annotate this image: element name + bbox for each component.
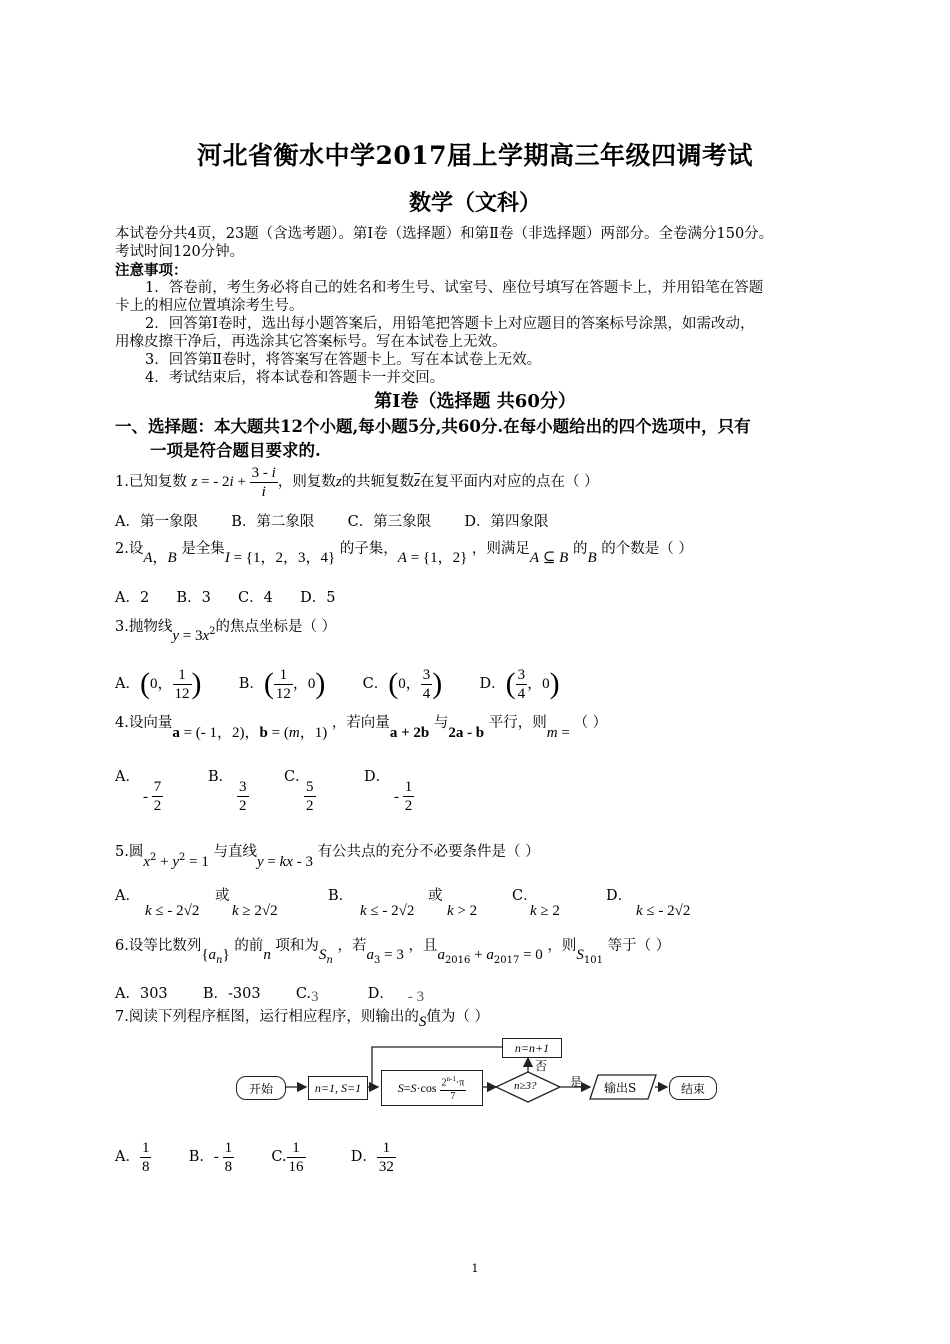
option-d[interactable]: D． - 3 — [367, 986, 425, 1005]
q5-option-b2: k > 2 — [447, 903, 478, 919]
page-number: 1 — [471, 1262, 479, 1275]
notice-item: 1．答卷前，考生务必将自己的姓名和考生号、试室号、座位号填写在答题卡上，并用铅笔在答题 — [145, 280, 764, 296]
q7-options — [115, 1136, 396, 1178]
option-c[interactable]: C．4 — [238, 590, 273, 606]
q5-option-a2: k ≥ 2√2 — [232, 903, 278, 919]
section-instruction: 一项是符合题目要求的. — [150, 441, 321, 460]
q4-label-b[interactable]: B． — [208, 769, 234, 785]
option-b[interactable]: B．( $\frac{1}{12}$ ，0) — [238, 666, 326, 702]
notice-item: 卡上的相应位置填涂考生号。 — [115, 298, 304, 314]
q4-label-d[interactable]: D． — [364, 769, 391, 785]
exam-title: 河北省衡水中学2017届上学期高三年级四调考试 — [196, 141, 754, 170]
option-b[interactable]: B．3 — [176, 590, 211, 606]
option-d[interactable]: D．5 — [300, 590, 336, 606]
q5-option-b: k ≤ - 2√2 — [360, 903, 415, 919]
option-c[interactable]: C．第三象限 — [347, 514, 432, 530]
intro-line: 本试卷分共4页，23题（含选考题）。第Ⅰ卷（选择题）和第Ⅱ卷（非选择题）两部分。全卷满分150分。 — [115, 226, 774, 242]
q6-options — [115, 985, 424, 1004]
notice-item: 用橡皮擦干净后，再选涂其它答案标号。写在本试卷上无效。 — [115, 334, 507, 350]
option-a[interactable]: A． $\frac{1}{8}$ — [115, 1139, 150, 1175]
notice-item: 4．考试结束后，将本试卷和答题卡一并交回。 — [145, 370, 445, 386]
option-c[interactable]: C.3 — [295, 986, 319, 1005]
q5-or: 或 — [215, 888, 230, 904]
option-d[interactable]: D．( $\frac{3}{4}$ ，0) — [479, 666, 560, 702]
option-a[interactable]: A．第一象限 — [115, 514, 198, 530]
q5-option-d: k ≤ - 2√2 — [636, 903, 691, 919]
flow-end: 结束 — [669, 1076, 717, 1100]
q4-option-a: - $\frac{7}{2}$ — [143, 779, 162, 814]
intro-line: 考试时间120分钟。 — [115, 244, 245, 260]
flowchart — [230, 1032, 730, 1112]
q5-label-a[interactable]: A． — [115, 888, 140, 904]
q5-option-c: k ≥ 2 — [530, 903, 560, 919]
question-5: 5.圆$x^2 + y^2 = 1$ 与直线y = kx - 3 有公共点的充分不必要条件是（ ） — [115, 843, 540, 870]
option-c[interactable]: C. $\frac{1}{16}$ — [271, 1139, 304, 1175]
option-b[interactable]: B．- $\frac{1}{8}$ — [188, 1139, 233, 1175]
section-instruction: 一、选择题：本大题共12个小题,每小题5分,共60分.在每小题给出的四个选项中，只有 — [115, 417, 751, 436]
section-title: 第Ⅰ卷（选择题 共60分） — [374, 391, 576, 412]
question-4: 4.设向量a = (- 1，2)，b = (m，1) ，若向量a + 2b 与2a - b 平行，则m = （ ） — [115, 715, 608, 741]
notice-item: 2．回答第Ⅰ卷时，选出每小题答案后，用铅笔把答题卡上对应题目的答案标号涂黑，如需改动， — [145, 316, 755, 332]
q5-label-b[interactable]: B． — [328, 888, 354, 904]
flow-output: 输出S — [604, 1081, 637, 1095]
q4-label-a[interactable]: A． — [115, 769, 140, 785]
q1-options — [115, 513, 549, 532]
notice-label: 注意事项： — [115, 262, 188, 279]
option-a[interactable]: A．(0， $\frac{1}{12}$ ) — [115, 666, 202, 702]
option-c[interactable]: C．(0， $\frac{3}{4}$ ) — [362, 666, 443, 702]
question-7: 7.阅读下列程序框图，运行相应程序，则输出的S值为（ ） — [115, 1009, 489, 1030]
flow-init: n=1, S=1 — [308, 1076, 368, 1100]
option-b[interactable]: B．-303 — [202, 986, 261, 1002]
q2-options — [115, 589, 335, 608]
q4-label-c[interactable]: C． — [284, 769, 310, 785]
q5-option-a: k ≤ - 2√2 — [145, 903, 200, 919]
option-a[interactable]: A．2 — [115, 590, 150, 606]
option-d[interactable]: D． $\frac{1}{32}$ — [350, 1139, 394, 1175]
question-3: 3.抛物线$y = 3x^2$的焦点坐标是（ ） — [115, 618, 337, 644]
flow-yes-label: 是 — [570, 1075, 583, 1089]
flow-compute: S = S ·cos $\frac{2^{n-1}\cdot\pi}{7}$ — [381, 1070, 483, 1106]
option-b[interactable]: B．第二象限 — [231, 514, 315, 530]
question-1: 1.已知复数 z = - 2i + $\frac{3 - i}{i}$ ，则复数z的共轭复数$\overline{z}$在复平面内对应的点在（ ） — [115, 464, 599, 500]
question-2: 2.设A，B 是全集I = {1，2，3，4} 的子集，A = {1，2} ，则满足A ⊆ B 的B 的个数是（ ） — [115, 541, 693, 566]
q4-option-d: - $\frac{1}{2}$ — [394, 779, 413, 814]
q4-option-c: $\frac{5}{2}$ — [306, 779, 314, 814]
exam-subtitle: 数学（文科） — [408, 190, 541, 216]
q5-label-c[interactable]: C． — [512, 888, 538, 904]
q5-label-d[interactable]: D． — [606, 888, 633, 904]
q3-options — [115, 660, 560, 708]
option-a[interactable]: A．303 — [115, 986, 168, 1002]
option-d[interactable]: D．第四象限 — [464, 514, 549, 530]
flow-start: 开始 — [236, 1076, 286, 1100]
question-6: 6.设等比数列$\{a_n\}$ 的前n 项和为$S_n$ ，若$a_3 = 3$ ，且$a_{2016} + a_{2017} = 0$ ，则$S_{101}$ 等于（ ） — [115, 938, 671, 966]
flow-update: n=n+1 — [502, 1038, 562, 1058]
flow-no-label: 否 — [535, 1059, 548, 1073]
q4-option-b: $\frac{3}{2}$ — [239, 779, 247, 814]
flow-condition: n≥3? — [514, 1080, 537, 1092]
notice-item: 3．回答第Ⅱ卷时，将答案写在答题卡上。写在本试卷上无效。 — [145, 352, 542, 368]
q5-or: 或 — [428, 888, 443, 904]
